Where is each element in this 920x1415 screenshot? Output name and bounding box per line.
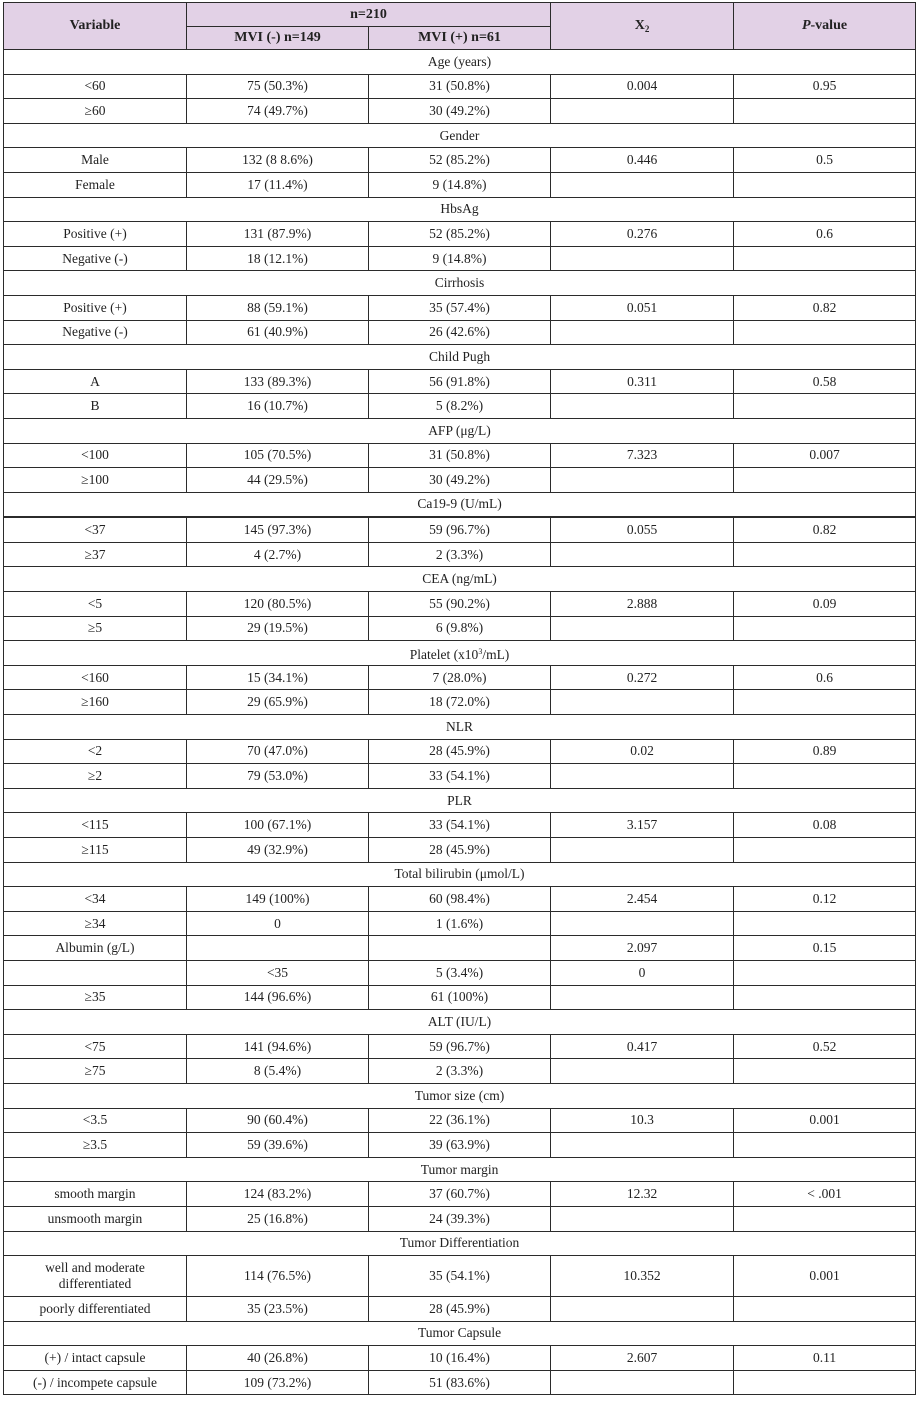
table-row bbox=[4, 1059, 916, 1084]
mvi-negative-cell: 88 (59.1%) bbox=[187, 295, 369, 320]
section-title: CEA (ng/mL) bbox=[4, 567, 916, 592]
variable-cell: <34 bbox=[4, 887, 187, 912]
mvi-positive-cell: 39 (63.9%) bbox=[369, 1133, 551, 1158]
section-header-row bbox=[4, 1157, 916, 1182]
chi-square-cell: 0.417 bbox=[551, 1034, 734, 1059]
header-mvi-negative: MVI (-) n=149 bbox=[187, 27, 369, 50]
table-row bbox=[4, 1133, 916, 1158]
mvi-positive-cell: 9 (14.8%) bbox=[369, 172, 551, 197]
variable-cell: A bbox=[4, 369, 187, 394]
table-container bbox=[3, 2, 915, 1395]
variable-cell: poorly differentiated bbox=[4, 1297, 187, 1322]
table-row bbox=[4, 1256, 916, 1297]
chi-square-cell bbox=[551, 172, 734, 197]
table-body bbox=[4, 50, 916, 1395]
mvi-negative-cell: 29 (19.5%) bbox=[187, 616, 369, 641]
chi-square-cell bbox=[551, 1297, 734, 1322]
chi-square-cell bbox=[551, 468, 734, 493]
table-header bbox=[4, 3, 916, 50]
table-row bbox=[4, 838, 916, 863]
mvi-positive-cell: 31 (50.8%) bbox=[369, 443, 551, 468]
mvi-positive-cell: 35 (54.1%) bbox=[369, 1256, 551, 1297]
p-value-cell: 0.6 bbox=[734, 222, 916, 247]
p-value-cell: < .001 bbox=[734, 1182, 916, 1207]
chi-square-cell bbox=[551, 690, 734, 715]
table-row bbox=[4, 246, 916, 271]
chi-square-cell: 0.446 bbox=[551, 148, 734, 173]
chi-square-cell: 2.454 bbox=[551, 887, 734, 912]
mvi-positive-cell: 52 (85.2%) bbox=[369, 222, 551, 247]
table-row bbox=[4, 1346, 916, 1371]
p-value-cell bbox=[734, 690, 916, 715]
section-header-row bbox=[4, 345, 916, 370]
table-row bbox=[4, 592, 916, 617]
mvi-positive-cell: 28 (45.9%) bbox=[369, 739, 551, 764]
mvi-negative-cell: <35 bbox=[187, 960, 369, 985]
p-value-cell bbox=[734, 246, 916, 271]
chi-square-cell: 0.272 bbox=[551, 665, 734, 690]
table-row bbox=[4, 813, 916, 838]
mvi-negative-cell: 59 (39.6%) bbox=[187, 1133, 369, 1158]
table-row bbox=[4, 887, 916, 912]
section-title: Gender bbox=[4, 123, 916, 148]
p-value-cell: 0.6 bbox=[734, 665, 916, 690]
variable-cell: <60 bbox=[4, 74, 187, 99]
mvi-positive-cell: 28 (45.9%) bbox=[369, 1297, 551, 1322]
mvi-negative-cell: 114 (76.5%) bbox=[187, 1256, 369, 1297]
mvi-negative-cell: 131 (87.9%) bbox=[187, 222, 369, 247]
mvi-negative-cell: 16 (10.7%) bbox=[187, 394, 369, 419]
table-row bbox=[4, 172, 916, 197]
variable-cell: ≥160 bbox=[4, 690, 187, 715]
mvi-negative-cell: 61 (40.9%) bbox=[187, 320, 369, 345]
mvi-positive-cell: 2 (3.3%) bbox=[369, 542, 551, 567]
mvi-negative-cell: 144 (96.6%) bbox=[187, 985, 369, 1010]
chi-square-cell bbox=[551, 542, 734, 567]
p-value-cell: 0.001 bbox=[734, 1256, 916, 1297]
mvi-negative-cell: 18 (12.1%) bbox=[187, 246, 369, 271]
mvi-negative-cell: 145 (97.3%) bbox=[187, 517, 369, 542]
table-row bbox=[4, 148, 916, 173]
mvi-positive-cell: 9 (14.8%) bbox=[369, 246, 551, 271]
p-value-cell: 0.15 bbox=[734, 936, 916, 961]
chi-square-cell: 10.3 bbox=[551, 1108, 734, 1133]
variable-cell: ≥115 bbox=[4, 838, 187, 863]
section-title: Tumor Differentiation bbox=[4, 1231, 916, 1256]
section-title: Ca19-9 (U/mL) bbox=[4, 492, 916, 517]
table-row bbox=[4, 394, 916, 419]
section-title: Cirrhosis bbox=[4, 271, 916, 296]
chi-square-cell bbox=[551, 616, 734, 641]
chi-square-cell bbox=[551, 911, 734, 936]
table-row bbox=[4, 960, 916, 985]
header-chi-square: $X_2$ bbox=[551, 3, 734, 50]
p-value-cell bbox=[734, 1206, 916, 1231]
mvi-negative-cell: 8 (5.4%) bbox=[187, 1059, 369, 1084]
p-value-cell bbox=[734, 1297, 916, 1322]
variable-cell: <160 bbox=[4, 665, 187, 690]
mvi-negative-cell: 141 (94.6%) bbox=[187, 1034, 369, 1059]
table-row bbox=[4, 690, 916, 715]
section-header-row bbox=[4, 1231, 916, 1256]
mvi-negative-cell: 124 (83.2%) bbox=[187, 1182, 369, 1207]
section-header-row bbox=[4, 788, 916, 813]
chi-square-cell: 12.32 bbox=[551, 1182, 734, 1207]
mvi-positive-cell: 28 (45.9%) bbox=[369, 838, 551, 863]
variable-cell: ≥35 bbox=[4, 985, 187, 1010]
p-value-cell: 0.58 bbox=[734, 369, 916, 394]
mvi-positive-cell: 51 (83.6%) bbox=[369, 1370, 551, 1395]
section-header-row bbox=[4, 1321, 916, 1346]
variable-cell: Negative (-) bbox=[4, 246, 187, 271]
variable-cell: ≥60 bbox=[4, 99, 187, 124]
table-row bbox=[4, 1370, 916, 1395]
table-row bbox=[4, 739, 916, 764]
section-header-row bbox=[4, 492, 916, 517]
mvi-negative-cell: 90 (60.4%) bbox=[187, 1108, 369, 1133]
table-row bbox=[4, 936, 916, 961]
table-row bbox=[4, 369, 916, 394]
variable-cell: <3.5 bbox=[4, 1108, 187, 1133]
section-title-unit: /mL) bbox=[482, 646, 510, 662]
mvi-negative-cell: 17 (11.4%) bbox=[187, 172, 369, 197]
mvi-positive-cell: 22 (36.1%) bbox=[369, 1108, 551, 1133]
section-title: NLR bbox=[4, 715, 916, 740]
section-title: Tumor size (cm) bbox=[4, 1083, 916, 1108]
mvi-positive-cell: 5 (3.4%) bbox=[369, 960, 551, 985]
mvi-negative-cell bbox=[187, 936, 369, 961]
header-mvi-positive: MVI (+) n=61 bbox=[369, 27, 551, 50]
mvi-negative-cell: 15 (34.1%) bbox=[187, 665, 369, 690]
mvi-negative-cell: 133 (89.3%) bbox=[187, 369, 369, 394]
p-value-cell bbox=[734, 320, 916, 345]
section-header-row bbox=[4, 862, 916, 887]
section-title: Tumor Capsule bbox=[4, 1321, 916, 1346]
section-header-row bbox=[4, 1010, 916, 1035]
mvi-positive-cell: 59 (96.7%) bbox=[369, 517, 551, 542]
p-value-cell bbox=[734, 616, 916, 641]
mvi-positive-cell: 33 (54.1%) bbox=[369, 764, 551, 789]
section-header-row bbox=[4, 1083, 916, 1108]
mvi-positive-cell: 33 (54.1%) bbox=[369, 813, 551, 838]
variable-cell: Positive (+) bbox=[4, 295, 187, 320]
chi-square-cell: 2.097 bbox=[551, 936, 734, 961]
section-header-row bbox=[4, 50, 916, 75]
p-value-cell bbox=[734, 172, 916, 197]
mvi-positive-cell: 2 (3.3%) bbox=[369, 1059, 551, 1084]
chi-square-cell: 0.055 bbox=[551, 517, 734, 542]
variable-cell: Positive (+) bbox=[4, 222, 187, 247]
variable-cell: Negative (-) bbox=[4, 320, 187, 345]
p-value-cell bbox=[734, 99, 916, 124]
variable-cell bbox=[4, 960, 187, 985]
p-value-cell: 0.001 bbox=[734, 1108, 916, 1133]
mvi-positive-cell: 61 (100%) bbox=[369, 985, 551, 1010]
variable-cell: (+) / intact capsule bbox=[4, 1346, 187, 1371]
chi-square-cell bbox=[551, 320, 734, 345]
section-title: Total bilirubin (μmol/L) bbox=[4, 862, 916, 887]
variable-cell: <37 bbox=[4, 517, 187, 542]
variable-cell: <75 bbox=[4, 1034, 187, 1059]
section-title: Tumor margin bbox=[4, 1157, 916, 1182]
variable-cell: (-) / incompete capsule bbox=[4, 1370, 187, 1395]
table-row bbox=[4, 911, 916, 936]
header-p-value: P-value bbox=[734, 3, 916, 50]
p-value-cell bbox=[734, 1370, 916, 1395]
mvi-negative-cell: 25 (16.8%) bbox=[187, 1206, 369, 1231]
table-row bbox=[4, 616, 916, 641]
p-value-cell: 0.5 bbox=[734, 148, 916, 173]
mvi-negative-cell: 29 (65.9%) bbox=[187, 690, 369, 715]
variable-cell: <2 bbox=[4, 739, 187, 764]
p-value-cell bbox=[734, 985, 916, 1010]
mvi-positive-cell: 59 (96.7%) bbox=[369, 1034, 551, 1059]
chi-square-cell bbox=[551, 99, 734, 124]
variable-cell: Albumin (g/L) bbox=[4, 936, 187, 961]
mvi-positive-cell: 31 (50.8%) bbox=[369, 74, 551, 99]
mvi-negative-cell: 75 (50.3%) bbox=[187, 74, 369, 99]
variable-cell: ≥100 bbox=[4, 468, 187, 493]
mvi-positive-cell bbox=[369, 936, 551, 961]
mvi-negative-cell: 49 (32.9%) bbox=[187, 838, 369, 863]
chi-square-cell: 2.607 bbox=[551, 1346, 734, 1371]
mvi-positive-cell: 1 (1.6%) bbox=[369, 911, 551, 936]
mvi-negative-cell: 79 (53.0%) bbox=[187, 764, 369, 789]
mvi-positive-cell: 37 (60.7%) bbox=[369, 1182, 551, 1207]
p-value-cell bbox=[734, 764, 916, 789]
p-value-cell: 0.007 bbox=[734, 443, 916, 468]
p-value-cell: 0.09 bbox=[734, 592, 916, 617]
p-value-cell: 0.95 bbox=[734, 74, 916, 99]
chi-square-cell bbox=[551, 1370, 734, 1395]
chi-square-cell: 0.051 bbox=[551, 295, 734, 320]
variable-cell: ≥37 bbox=[4, 542, 187, 567]
header-n-total: n=210 bbox=[187, 3, 551, 27]
chi-square-cell bbox=[551, 985, 734, 1010]
mvi-positive-cell: 55 (90.2%) bbox=[369, 592, 551, 617]
section-header-row bbox=[4, 271, 916, 296]
mvi-positive-cell: 7 (28.0%) bbox=[369, 665, 551, 690]
variable-cell: <100 bbox=[4, 443, 187, 468]
chi-square-cell bbox=[551, 838, 734, 863]
chi-square-cell bbox=[551, 1059, 734, 1084]
mvi-positive-cell: 35 (57.4%) bbox=[369, 295, 551, 320]
table-row bbox=[4, 443, 916, 468]
mvi-negative-cell: 4 (2.7%) bbox=[187, 542, 369, 567]
p-value-cell: 0.52 bbox=[734, 1034, 916, 1059]
p-value-cell: 0.89 bbox=[734, 739, 916, 764]
mvi-negative-cell: 70 (47.0%) bbox=[187, 739, 369, 764]
table-row bbox=[4, 517, 916, 542]
chi-square-cell: 2.888 bbox=[551, 592, 734, 617]
table-row bbox=[4, 295, 916, 320]
p-value-cell bbox=[734, 394, 916, 419]
section-title-superscript: 3 bbox=[478, 646, 483, 656]
chi-square-cell: 0.311 bbox=[551, 369, 734, 394]
mvi-negative-cell: 44 (29.5%) bbox=[187, 468, 369, 493]
mvi-positive-cell: 6 (9.8%) bbox=[369, 616, 551, 641]
mvi-positive-cell: 30 (49.2%) bbox=[369, 99, 551, 124]
variable-cell: unsmooth margin bbox=[4, 1206, 187, 1231]
variable-cell: smooth margin bbox=[4, 1182, 187, 1207]
p-value-cell bbox=[734, 542, 916, 567]
chi-square-cell bbox=[551, 1133, 734, 1158]
mvi-negative-cell: 74 (49.7%) bbox=[187, 99, 369, 124]
section-header-row bbox=[4, 641, 916, 666]
mvi-positive-cell: 10 (16.4%) bbox=[369, 1346, 551, 1371]
chi-square-cell: 3.157 bbox=[551, 813, 734, 838]
table-row bbox=[4, 1034, 916, 1059]
mvi-negative-cell: 120 (80.5%) bbox=[187, 592, 369, 617]
mvi-negative-cell: 149 (100%) bbox=[187, 887, 369, 912]
section-header-row bbox=[4, 567, 916, 592]
p-value-cell bbox=[734, 838, 916, 863]
mvi-positive-cell: 60 (98.4%) bbox=[369, 887, 551, 912]
mvi-negative-cell: 35 (23.5%) bbox=[187, 1297, 369, 1322]
mvi-positive-cell: 18 (72.0%) bbox=[369, 690, 551, 715]
chi-square-cell bbox=[551, 246, 734, 271]
mvi-positive-cell: 52 (85.2%) bbox=[369, 148, 551, 173]
table-row bbox=[4, 764, 916, 789]
variable-cell: ≥2 bbox=[4, 764, 187, 789]
mvi-positive-cell: 56 (91.8%) bbox=[369, 369, 551, 394]
section-title: Child Pugh bbox=[4, 345, 916, 370]
variable-cell: Male bbox=[4, 148, 187, 173]
section-header-row bbox=[4, 197, 916, 222]
section-header-row bbox=[4, 123, 916, 148]
section-header-row bbox=[4, 715, 916, 740]
variable-cell: ≥75 bbox=[4, 1059, 187, 1084]
mvi-positive-cell: 5 (8.2%) bbox=[369, 394, 551, 419]
chi-square-cell: 10.352 bbox=[551, 1256, 734, 1297]
chi-square-cell: 0.02 bbox=[551, 739, 734, 764]
chi-square-cell: 0.276 bbox=[551, 222, 734, 247]
table-row bbox=[4, 1297, 916, 1322]
table-row bbox=[4, 468, 916, 493]
p-value-cell bbox=[734, 1059, 916, 1084]
chi-square-cell bbox=[551, 1206, 734, 1231]
chi-square-cell bbox=[551, 394, 734, 419]
section-header-row bbox=[4, 418, 916, 443]
section-title: AFP (μg/L) bbox=[4, 418, 916, 443]
mvi-negative-cell: 109 (73.2%) bbox=[187, 1370, 369, 1395]
p-value-cell: 0.08 bbox=[734, 813, 916, 838]
table-row bbox=[4, 1108, 916, 1133]
section-title: PLR bbox=[4, 788, 916, 813]
section-title: ALT (IU/L) bbox=[4, 1010, 916, 1035]
table-row bbox=[4, 985, 916, 1010]
variable-cell: ≥3.5 bbox=[4, 1133, 187, 1158]
variable-cell: <115 bbox=[4, 813, 187, 838]
variable-cell: B bbox=[4, 394, 187, 419]
table-row bbox=[4, 222, 916, 247]
mvi-negative-cell: 132 (8 8.6%) bbox=[187, 148, 369, 173]
mvi-negative-cell: 100 (67.1%) bbox=[187, 813, 369, 838]
table-row bbox=[4, 1182, 916, 1207]
p-value-cell: 0.82 bbox=[734, 517, 916, 542]
p-value-cell: 0.11 bbox=[734, 1346, 916, 1371]
table-row bbox=[4, 665, 916, 690]
p-value-cell bbox=[734, 1133, 916, 1158]
mvi-negative-cell: 105 (70.5%) bbox=[187, 443, 369, 468]
p-value-cell bbox=[734, 468, 916, 493]
mvi-negative-cell: 0 bbox=[187, 911, 369, 936]
mvi-positive-cell: 30 (49.2%) bbox=[369, 468, 551, 493]
section-title: Age (years) bbox=[4, 50, 916, 75]
table-row bbox=[4, 74, 916, 99]
variable-cell: Female bbox=[4, 172, 187, 197]
p-value-cell: 0.82 bbox=[734, 295, 916, 320]
chi-square-cell: 0 bbox=[551, 960, 734, 985]
variable-cell: ≥34 bbox=[4, 911, 187, 936]
chi-square-cell bbox=[551, 764, 734, 789]
section-title-text: Platelet (x10 bbox=[409, 646, 479, 662]
chi-square-cell: 0.004 bbox=[551, 74, 734, 99]
chi-square-cell: 7.323 bbox=[551, 443, 734, 468]
variable-cell: <5 bbox=[4, 592, 187, 617]
p-value-cell bbox=[734, 911, 916, 936]
variable-cell: well and moderate differentiated bbox=[4, 1256, 187, 1297]
table-row bbox=[4, 1206, 916, 1231]
p-value-cell: 0.12 bbox=[734, 887, 916, 912]
table-row bbox=[4, 542, 916, 567]
mvi-positive-cell: 26 (42.6%) bbox=[369, 320, 551, 345]
mvi-negative-cell: 40 (26.8%) bbox=[187, 1346, 369, 1371]
mvi-positive-cell: 24 (39.3%) bbox=[369, 1206, 551, 1231]
variable-cell: ≥5 bbox=[4, 616, 187, 641]
p-value-cell bbox=[734, 960, 916, 985]
table-row bbox=[4, 99, 916, 124]
mvi-comparison-table bbox=[3, 2, 916, 1395]
section-title bbox=[4, 641, 916, 666]
header-variable: Variable bbox=[4, 3, 187, 50]
table-row bbox=[4, 320, 916, 345]
section-title: HbsAg bbox=[4, 197, 916, 222]
